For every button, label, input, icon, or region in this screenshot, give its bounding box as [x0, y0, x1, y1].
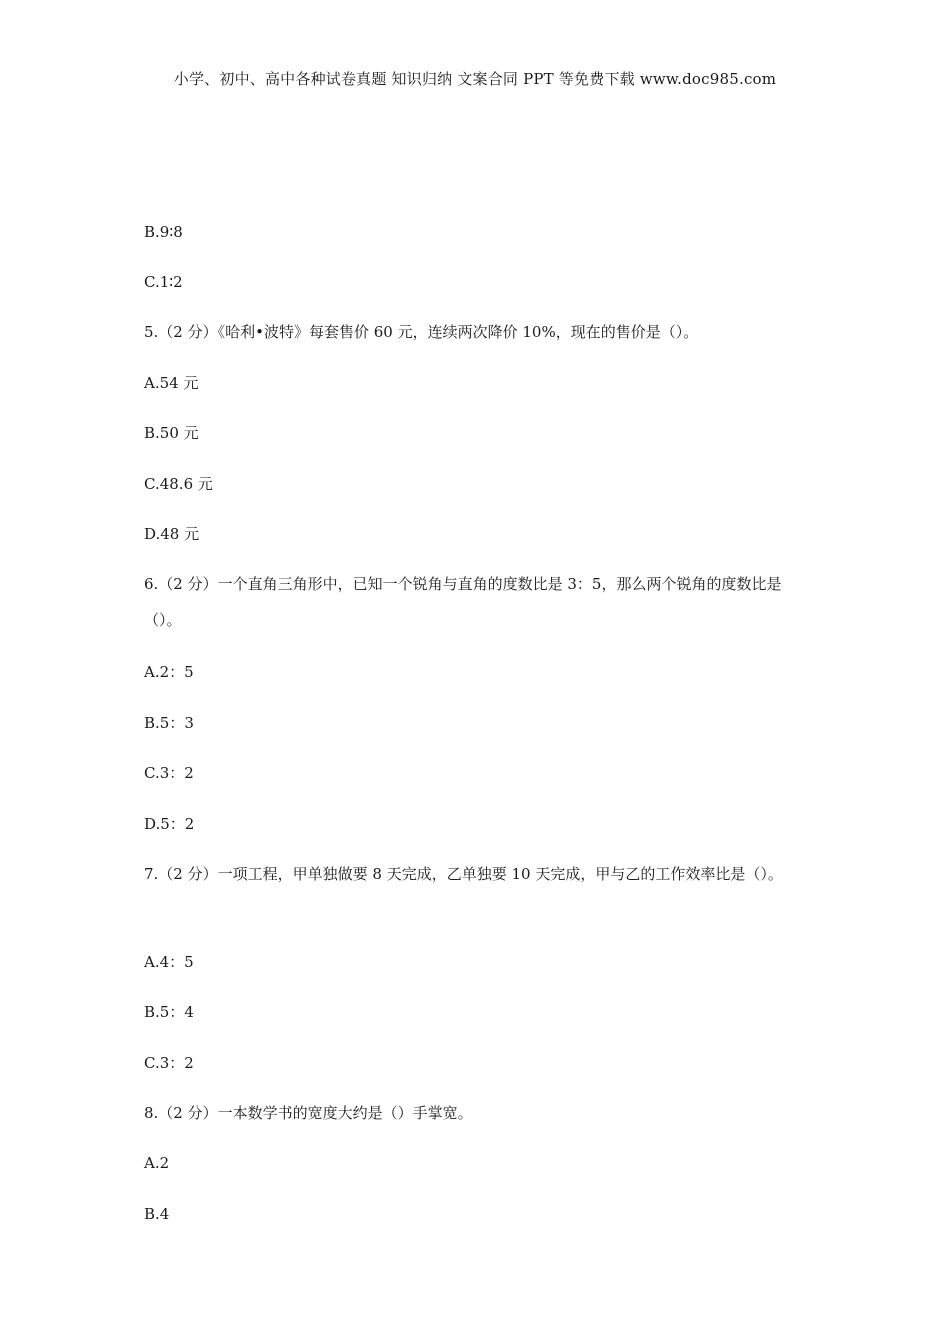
- question-8-option-b: B.4: [144, 1205, 170, 1223]
- question-7-option-c: C.3：2: [144, 1054, 194, 1072]
- question-5-option-b: B.50 元: [144, 424, 199, 442]
- option-b-prev: B.9∶8: [144, 223, 183, 241]
- option-c-prev: C.1∶2: [144, 273, 183, 291]
- question-6-option-d: D.5：2: [144, 815, 195, 833]
- question-5-option-d: D.48 元: [144, 525, 200, 543]
- question-7-option-b: B.5：4: [144, 1003, 194, 1021]
- question-6-text: 6.（2 分）一个直角三角形中，已知一个锐角与直角的度数比是 3：5，那么两个锐角的度数比是（）。: [144, 575, 782, 629]
- question-8-option-a: A.2: [144, 1154, 170, 1172]
- question-8-text: 8.（2 分）一本数学书的宽度大约是（）手掌宽。: [144, 1104, 473, 1122]
- question-5-text: 5.（2 分）《哈利•波特》每套售价 60 元，连续两次降价 10%，现在的售价是（）。: [144, 323, 699, 341]
- question-6-option-b: B.5：3: [144, 714, 194, 732]
- question-6-option-a: A.2：5: [144, 663, 194, 681]
- question-7-option-a: A.4：5: [144, 953, 194, 971]
- question-6-option-c: C.3：2: [144, 764, 194, 782]
- question-7-text: 7.（2 分）一项工程，甲单独做要 8 天完成，乙单独要 10 天完成，甲与乙的工作效率比是（）。: [144, 865, 783, 883]
- question-5-option-c: C.48.6 元: [144, 475, 213, 493]
- page-header: 小学、初中、高中各种试卷真题 知识归纳 文案合同 PPT 等免费下载 www.doc985.com: [173, 70, 777, 88]
- question-5-option-a: A.54 元: [144, 374, 199, 392]
